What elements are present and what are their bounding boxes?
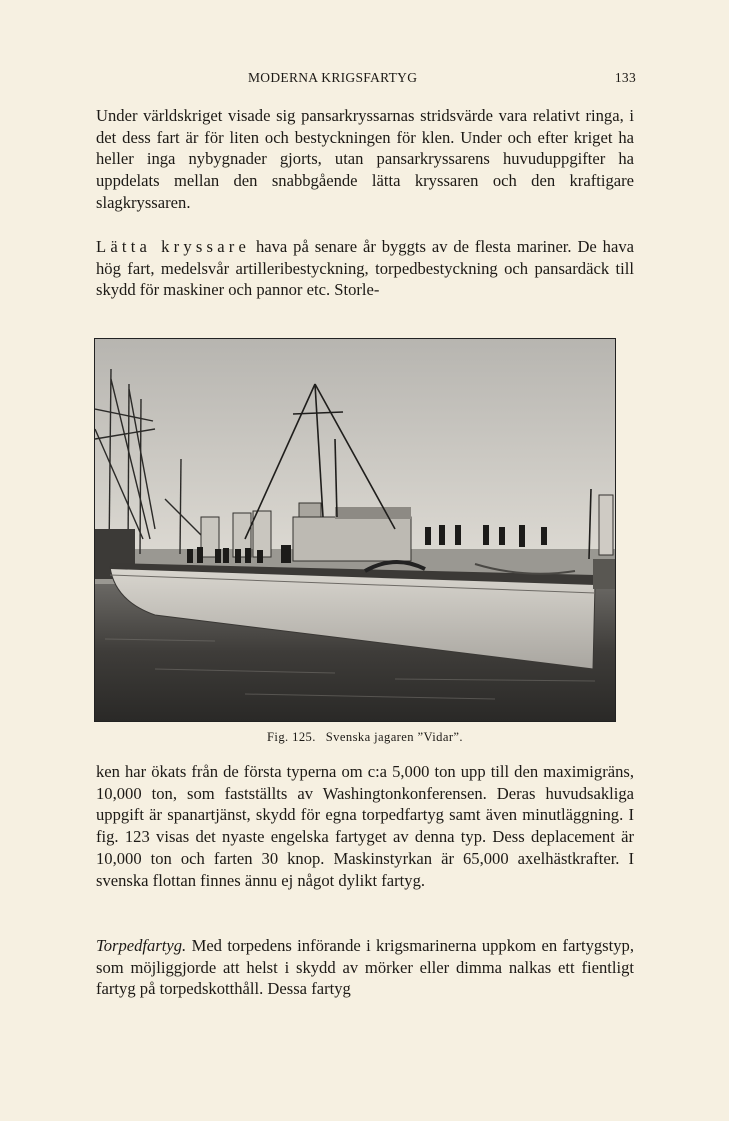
paragraph-4-text: Med torpedens införande i krigsmarinerna uppkom en fartygstyp, som möjliggjorde att helst i skydd av mörker eller dimma nalkas ett fientligt fartyg på torpedskotthåll. Dessa fartyg <box>96 936 634 999</box>
figure-photo-destroyer-vidar <box>94 338 616 722</box>
running-title: MODERNA KRIGSFARTYG <box>248 70 418 85</box>
paragraph-torpedo-vessels <box>96 935 634 1000</box>
figure-label: Fig. 125. <box>267 730 316 744</box>
paragraph-2-text: hava på senare år byggts av de flesta mariner. De hava hög fart, medelsvår artilleribestyckning, torpedbestyckning och pansardäck till skydd för maskiner och pannor etc. Storle- <box>96 237 634 300</box>
destroyer-photo <box>95 339 615 721</box>
paragraph-light-cruisers <box>96 236 634 301</box>
figure-caption <box>96 730 634 745</box>
paragraph-1-text: Under världskriget visade sig pansarkryssarnas stridsvärde vara relativt ringa, i det dess fart är för liten och bestyckningen för klen. Under och efter kriget ha heller inga nybygnader gjorts, utan pansarkryssarens huvuduppgifter ha uppdelats mellan den snabbgående lätta kryssaren och den kraftigare slagkryssaren. <box>96 106 634 212</box>
paragraph-3-text: ken har ökats från de första typerna om c:a 5,000 ton upp till den maximigräns, 10,000 ton, som fastställts av Washingtonkonferensen. Deras huvudsakliga uppgift är spanartjänst, skydd för egna torpedfartyg samt även minutläggning. I fig. 123 visas det nyaste engelska fartyget av denna typ. Dess deplacement är 10,000 ton och farten 30 knop. Maskinstyrkan är 65,000 axelhästkrafter. I svenska flottan finnes ännu ej något dylikt fartyg. <box>96 762 634 890</box>
running-header <box>96 70 636 90</box>
figure-caption-text: Svenska jagaren ”Vidar”. <box>325 730 463 744</box>
light-cruisers-heading: Lätta kryssare <box>96 237 251 256</box>
torpedo-vessels-heading: Torpedfartyg. <box>96 936 187 955</box>
paragraph-size-and-duties <box>96 761 634 891</box>
paragraph-armored-cruisers <box>96 105 634 214</box>
page-number: 133 <box>614 70 636 85</box>
